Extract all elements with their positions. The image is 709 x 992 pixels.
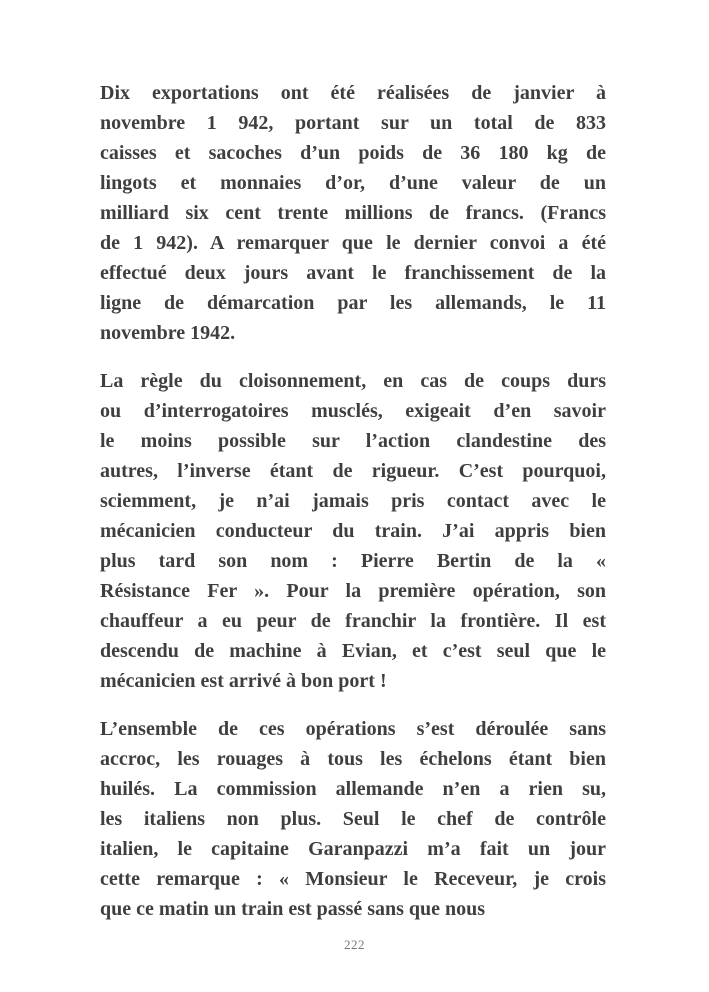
text-line: Dix exportations ont été réalisées de janvier à (100, 82, 606, 104)
text-line: lingots et monnaies d’or, d’une valeur de un (100, 172, 606, 194)
text-line: autres, l’inverse étant de rigueur. C’est pourquoi, (100, 460, 606, 482)
text-line: cette remarque : « Monsieur le Receveur, je crois (100, 868, 606, 890)
paragraph (100, 366, 606, 696)
text-line: ou d’interrogatoires musclés, exigeait d’en savoir (100, 400, 606, 422)
text-line: les italiens non plus. Seul le chef de contrôle (100, 808, 606, 830)
text-line: Résistance Fer ». Pour la première opération, son (100, 580, 606, 602)
page-number: 222 (344, 937, 365, 952)
text-line: italien, le capitaine Garanpazzi m’a fait un jour (100, 838, 606, 860)
text-line: que ce matin un train est passé sans que nous (100, 898, 486, 920)
text-line: de 1 942). A remarquer que le dernier convoi a été (100, 232, 606, 254)
paragraph (100, 714, 606, 924)
text-line: caisses et sacoches d’un poids de 36 180 kg de (100, 142, 606, 164)
text-line: novembre 1942. (100, 322, 236, 344)
text-line: chauffeur a eu peur de franchir la frontière. Il est (100, 610, 606, 632)
text-line: sciemment, je n’ai jamais pris contact avec le (100, 490, 606, 512)
text-line: descendu de machine à Evian, et c’est seul que le (100, 640, 606, 662)
paragraph (100, 78, 606, 348)
text-line: huilés. La commission allemande n’en a rien su, (100, 778, 606, 800)
text-line: milliard six cent trente millions de francs. (Francs (100, 202, 606, 224)
text-line: La règle du cloisonnement, en cas de coups durs (100, 370, 606, 392)
text-line: novembre 1 942, portant sur un total de 833 (100, 112, 606, 134)
text-line: L’ensemble de ces opérations s’est déroulée sans (100, 718, 606, 740)
text-line: accroc, les rouages à tous les échelons étant bien (100, 748, 606, 770)
text-line: ligne de démarcation par les allemands, le 11 (100, 292, 606, 314)
text-line: mécanicien est arrivé à bon port ! (100, 670, 387, 692)
text-line: mécanicien conducteur du train. J’ai appris bien (100, 520, 606, 542)
text-line: le moins possible sur l’action clandestine des (100, 430, 606, 452)
text-line: plus tard son nom : Pierre Bertin de la « (100, 550, 606, 572)
body-text (100, 78, 606, 924)
text-line: effectué deux jours avant le franchissement de la (100, 262, 606, 284)
